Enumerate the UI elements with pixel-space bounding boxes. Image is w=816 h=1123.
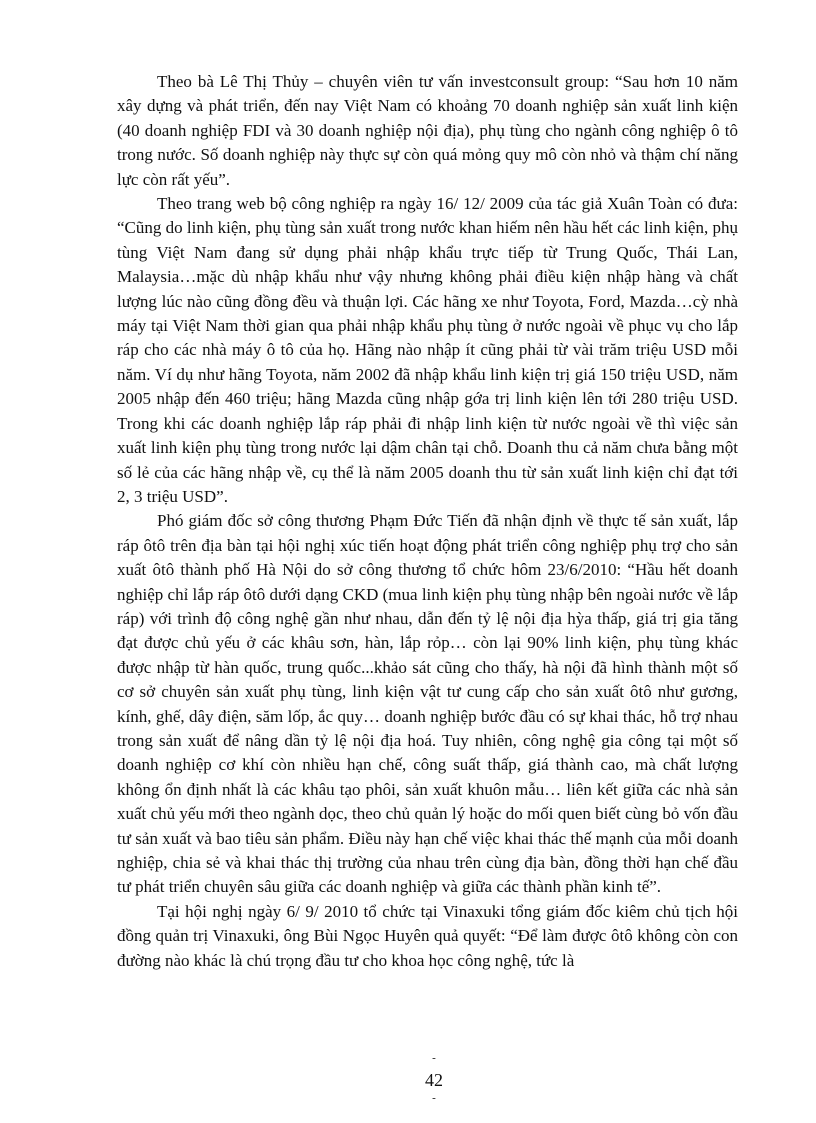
page-number: 42 [425, 1070, 443, 1090]
footer-dash-top: - [432, 1052, 436, 1064]
paragraph-1: Theo bà Lê Thị Thủy – chuyên viên tư vấn investconsult group: “Sau hơn 10 năm xây dựng và phát triển, đến nay Việt Nam có khoảng 70 doanh nghiệp sản xuất linh kiện (40 doanh nghiệp FDI và 30 doanh nghiệp nội địa), phụ tùng cho ngành công nghiệp ô tô trong nước. Số doanh nghiệp này thực sự còn quá mỏng quy mô còn nhỏ và thậm chí năng lực còn rất yếu”. [117, 72, 738, 189]
paragraph-2: Theo trang web bộ công nghiệp ra ngày 16/ 12/ 2009 của tác giả Xuân Toàn có đưa: “Cũng do linh kiện, phụ tùng sản xuất trong nước khan hiếm nên hầu hết các linh kiện, phụ tùng Việt Nam đang sử dụng phải nhập khẩu trực tiếp từ Trung Quốc, Thái Lan, Malaysia…mặc dù nhập khẩu như vậy nhưng không phải điều kiện nhập hàng và chất lượng lúc nào cũng đồng đều và thuận lợi. Các hãng xe như Toyota, Ford, Mazda…cỳ nhà máy tại Việt Nam thời gian qua phải nhập khẩu phụ tùng ở nước ngoài về phục vụ cho lắp ráp cho các nhà máy ô tô của họ. Hãng nào nhập ít cũng phải từ vài trăm triệu USD mỗi năm. Ví dụ như hãng Toyota, năm 2002 đã nhập khẩu linh kiện trị giá 150 triệu USD, năm 2005 nhập đến 460 triệu; hãng Mazda cũng nhập gớa trị linh kiện lên tới 280 triệu USD. Trong khi các doanh nghiệp lắp ráp phải đi nhập linh kiện từ nước ngoài về thì việc sản xuất linh kiện phụ tùng trong nước lại dậm chân tại chỗ. Doanh thu cả năm chưa bằng một số lẻ của các hãng nhập về, cụ thể là năm 2005 doanh thu từ sản xuất linh kiện chỉ đạt tới 2, 3 triệu USD”. [117, 194, 738, 506]
footer-dash-bottom: - [432, 1092, 436, 1104]
paragraph-4: Tại hội nghị ngày 6/ 9/ 2010 tổ chức tại Vinaxuki tổng giám đốc kiêm chủ tịch hội đồng quản trị Vinaxuki, ông Bùi Ngọc Huyên quả quyết: “Để làm được ôtô không còn con đường nào khác là chú trọng đầu tư cho khoa học công nghệ, tức là [117, 901, 738, 970]
document-body [117, 70, 738, 973]
paragraph-3: Phó giám đốc sở công thương Phạm Đức Tiến đã nhận định về thực tế sản xuất, lắp ráp ôtô trên địa bàn tại hội nghị xúc tiến hoạt động phát triển công nghiệp phụ trợ cho sản xuất ôtô thành phố Hà Nội do sở công thương tổ chức hôm 23/6/2010: “Hầu hết doanh nghiệp chỉ lắp ráp ôtô dưới dạng CKD (mua linh kiện phụ tùng nhập bên ngoài nước về lắp ráp) với trình độ công nghệ gần như nhau, dẫn đến tỷ lệ nội địa hỳa thấp, giá trị gia tăng đạt được chủ yếu ở các khâu sơn, hàn, lắp rỏp… còn lại 90% linh kiện, phụ tùng khác được nhập từ hàn quốc, trung quốc...khảo sát cũng cho thấy, hà nội đã hình thành một số cơ sở chuyên sản xuất phụ tùng, linh kiện vật tư cung cấp cho sản xuất ôtô như gương, kính, ghế, dây điện, săm lốp, ắc quy… doanh nghiệp bước đầu có sự khai thác, hỗ trợ nhau trong sản xuất để nâng dần tỷ lệ nội địa hoá. Tuy nhiên, công nghệ gia công tại một số doanh nghiệp cơ khí còn nhiều hạn chế, công suất thấp, giá thành cao, mà chất lượng không ổn định nhất là các khâu tạo phôi, sản xuất khuôn mẫu… liên kết giữa các nhà sản xuất chủ yếu mới theo ngành dọc, theo chủ quản lý hoặc do mối quen biết cùng bỏ vốn đầu tư sản xuất và bao tiêu sản phẩm. Điều này hạn chế việc khai thác thế mạnh của mỗi doanh nghiệp, chia sẻ và khai thác thị trường của nhau trên cùng địa bàn, đồng thời hạn chế đầu tư phát triển chuyên sâu giữa các doanh nghiệp và giữa các thành phần kinh tế”. [117, 511, 738, 897]
